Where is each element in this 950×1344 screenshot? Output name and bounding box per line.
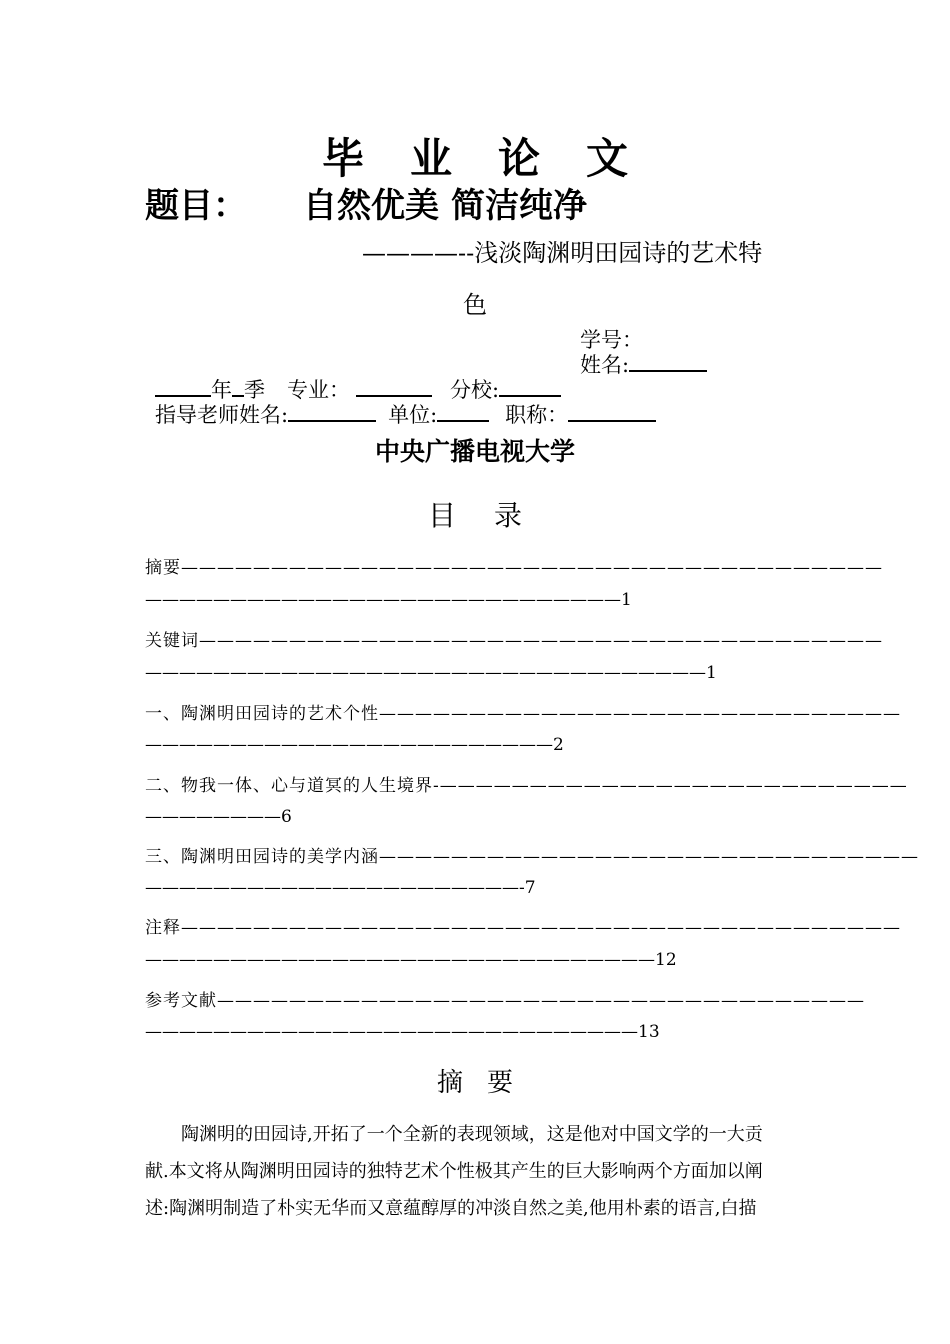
toc-entry-section3-page: ——————————————————————-7 (145, 878, 536, 898)
toc-entry-abstract[interactable]: 摘要——————————————————————————————————————— (145, 558, 883, 578)
subtitle-line2: 色 (463, 291, 487, 319)
toc-entry-section2-page: ————————6 (145, 807, 292, 827)
toc-entry-keywords-page: —————————————————————————————————1 (145, 663, 717, 683)
name-blank (629, 350, 707, 372)
season-blank (232, 375, 244, 397)
major-blank (356, 375, 432, 397)
abstract-heading: 摘要 (436, 1068, 537, 1098)
season-label: 季 (244, 378, 265, 402)
title-rank-blank (568, 400, 656, 422)
branch-blank (499, 375, 561, 397)
toc-entry-section1[interactable]: 一、陶渊明田园诗的艺术个性————————————————————————————— (145, 704, 901, 724)
toc-entry-references-page: —————————————————————————————13 (145, 1022, 660, 1042)
student-id-label: 学号： (580, 328, 643, 352)
school-name: 中央广播电视大学 (374, 437, 575, 466)
subtitle-line1: ————--浅淡陶渊明田园诗的艺术特 (362, 239, 763, 267)
subject-part2: 简洁纯净 (451, 186, 587, 226)
major-label: 专业： (287, 378, 350, 402)
subject-part1: 自然优美 (303, 186, 439, 226)
subject-label: 题目： (145, 186, 247, 226)
abstract-line: 述:陶渊明制造了朴实无华而又意蕴醇厚的冲淡自然之美,他用朴素的语言,白描 (145, 1198, 757, 1219)
name-row (580, 349, 707, 379)
toc-entry-section2[interactable]: 二、物我一体、心与道冥的人生境界-—————————————————————————— (145, 776, 908, 796)
unit-label: 单位: (388, 403, 438, 427)
toc-entry-abstract-page: ————————————————————————————1 (145, 590, 632, 610)
subject-line (145, 178, 587, 227)
toc-entry-keywords[interactable]: 关键词—————————————————————————————————————— (145, 631, 883, 651)
abstract-line: 献.本文将从陶渊明田园诗的独特艺术个性极其产生的巨大影响两个方面加以阐 (145, 1161, 763, 1182)
year-blank (155, 375, 211, 397)
toc-entry-section3[interactable]: 三、陶渊明田园诗的美学内涵—————————————————————————————— (145, 847, 919, 867)
thesis-title: 毕业论文 (321, 134, 674, 183)
name-label: 姓名: (580, 353, 630, 377)
branch-label: 分校: (450, 378, 500, 402)
toc-entry-notes[interactable]: 注释———————————————————————————————————————— (145, 918, 901, 938)
advisor-row (155, 399, 656, 429)
abstract-line: 陶渊明的田园诗,开拓了一个全新的表现领域，这是他对中国文学的一大贡 (181, 1124, 763, 1145)
toc-entry-section1-page: ————————————————————————2 (145, 735, 564, 755)
advisor-label: 指导老师姓名: (155, 403, 289, 427)
advisor-blank (288, 400, 376, 422)
toc-entry-references[interactable]: 参考文献———————————————————————————————————— (145, 991, 865, 1011)
unit-blank (437, 400, 489, 422)
title-rank-label: 职称： (505, 403, 569, 427)
year-label: 年 (211, 378, 232, 402)
toc-entry-notes-page: ——————————————————————————————12 (145, 950, 677, 970)
toc-heading: 目录 (427, 499, 560, 532)
